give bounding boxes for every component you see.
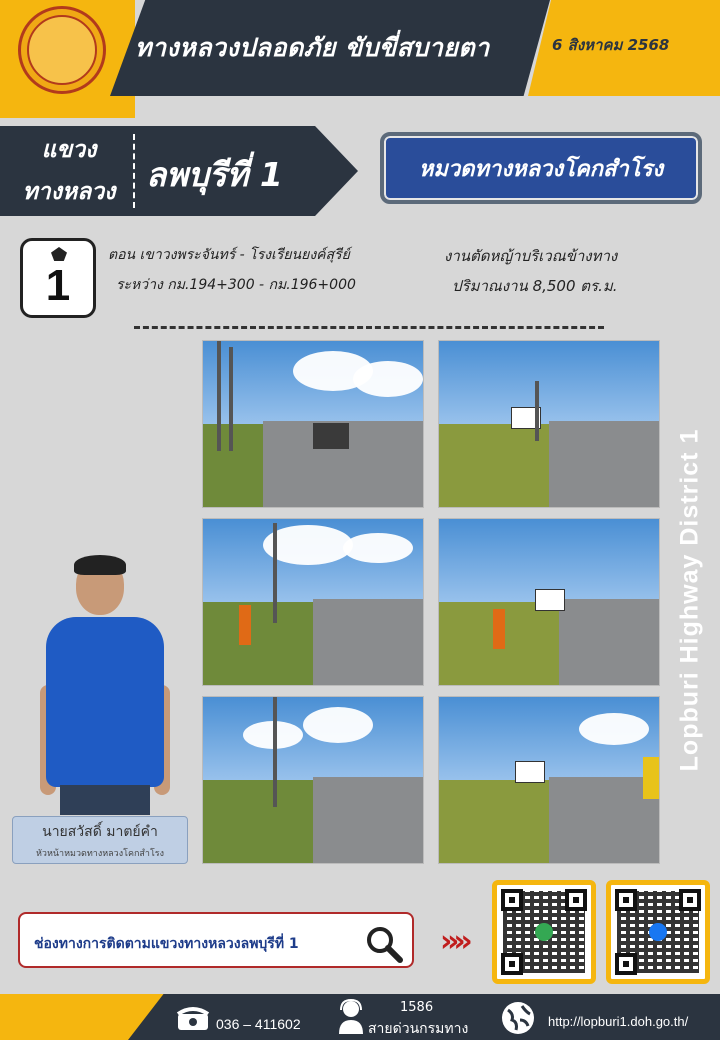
facebook-icon	[649, 923, 667, 941]
road-photo-6	[438, 696, 660, 864]
work-amount: ปริมาณงาน 8,500 ตร.ม.	[452, 277, 618, 295]
route-km-range: ระหว่าง กม.194+300 - กม.196+000	[116, 277, 356, 293]
road-photo-3	[202, 518, 424, 686]
follow-channel-box[interactable]	[18, 912, 414, 968]
doh-logo-emblem	[27, 15, 97, 85]
district-name: ลพบุรีที่ 1	[146, 155, 283, 194]
side-vertical-text: Lopburi Highway District 1	[675, 428, 704, 772]
district-label-line1: แขวง	[41, 137, 97, 163]
qr-code-facebook[interactable]	[606, 880, 710, 984]
road-photo-2	[438, 340, 660, 508]
hotline-label: สายด่วนกรมทาง	[368, 1021, 469, 1037]
person-photo	[40, 555, 170, 815]
route-number: 1	[45, 261, 71, 310]
doh-logo	[18, 6, 106, 94]
name-card	[12, 816, 188, 864]
district-divider	[133, 134, 135, 208]
headset-person-icon	[336, 998, 366, 1034]
footer-website[interactable]: http://lopburi1.doh.go.th/	[548, 1014, 689, 1029]
truck	[643, 757, 660, 799]
route-segment: ตอน เขาวงพระจันทร์ - โรงเรียนยงค์สุรีย์	[108, 247, 350, 263]
district-label-line2: ทางหลวง	[22, 179, 116, 205]
search-icon	[364, 924, 404, 964]
person-position: หัวหน้าหมวดทางหลวงโคกสำโรง	[35, 849, 165, 859]
person-name: นายสวัสดิ์ มาตย์คำ	[42, 824, 158, 840]
road-sign	[535, 589, 565, 611]
section-box	[380, 132, 702, 204]
footer-phone[interactable]: 036 – 411602	[216, 1016, 301, 1032]
hotline-number[interactable]: 1586	[400, 1000, 434, 1015]
road-photo-1	[202, 340, 424, 508]
qr-code-map[interactable]	[492, 880, 596, 984]
worker	[239, 605, 251, 645]
garuda-emblem-icon	[51, 247, 67, 261]
globe-icon	[500, 1000, 536, 1036]
worker	[493, 609, 505, 649]
chevrons-right-icon: »»	[440, 924, 467, 959]
google-maps-icon	[535, 923, 553, 941]
road-photo-5	[202, 696, 424, 864]
road-photo-4	[438, 518, 660, 686]
district-label	[14, 129, 124, 213]
follow-channel-text: ช่องทางการติดตามแขวงทางหลวงลพบุรีที่ 1	[34, 936, 299, 952]
truck	[313, 423, 349, 449]
road-sign	[515, 761, 545, 783]
header-title: ทางหลวงปลอดภัย ขับขี่สบายตา	[135, 33, 490, 62]
work-title: งานตัดหญ้าบริเวณข้างทาง	[444, 247, 618, 265]
header-date: 6 สิงหาคม 2568	[552, 36, 670, 54]
section-name: หมวดทางหลวงโคกสำโรง	[418, 156, 664, 182]
route-badge	[20, 238, 96, 318]
phone-icon	[176, 1004, 210, 1032]
dashed-divider	[134, 326, 604, 329]
